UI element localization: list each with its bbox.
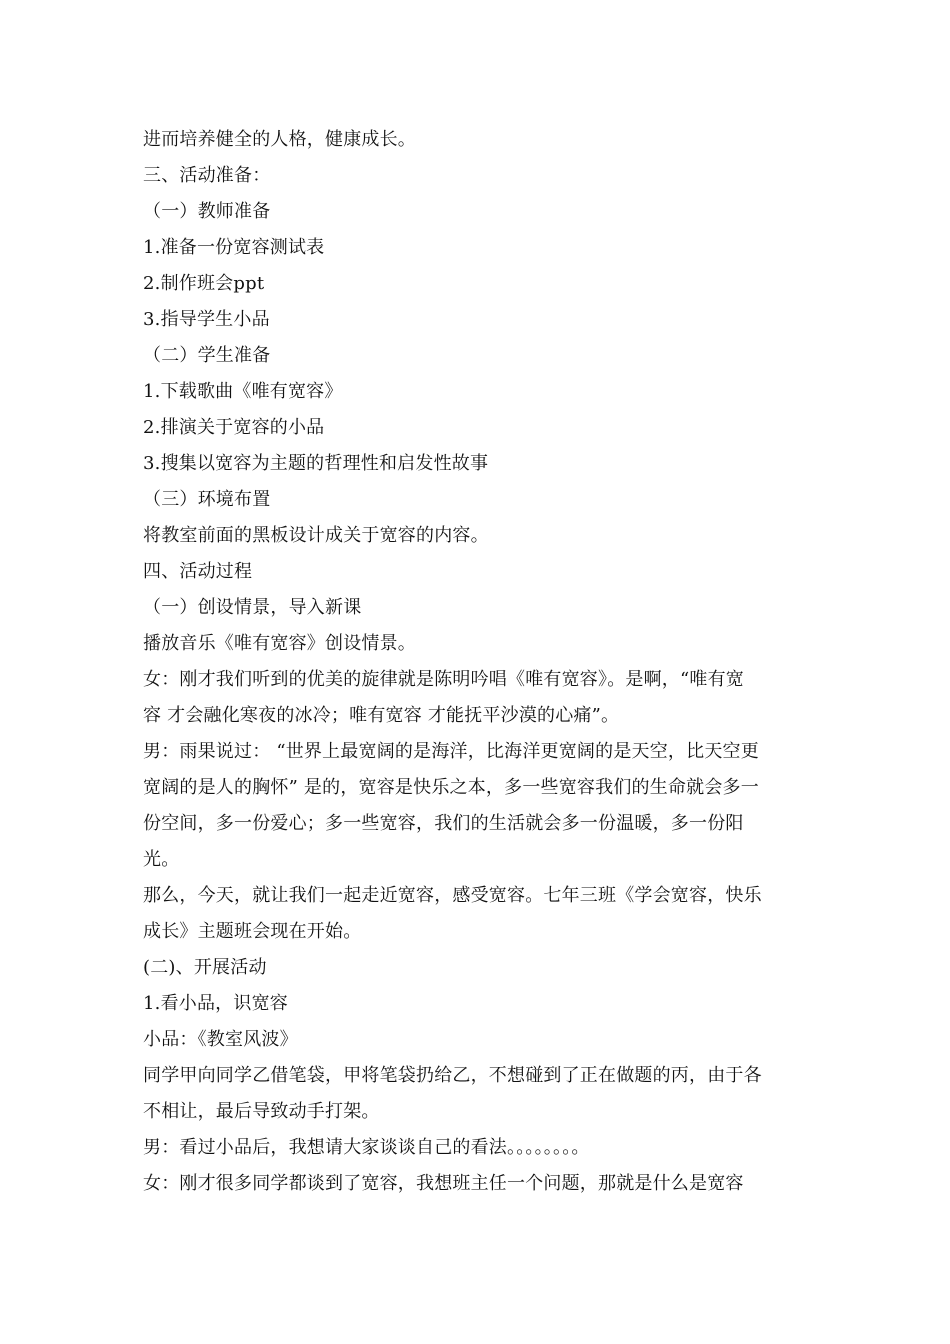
- subsection-heading: （一）创设情景，导入新课: [143, 597, 362, 618]
- subsection-heading: （二）学生准备: [143, 345, 271, 366]
- text-line: 成长》主题班会现在开始。: [143, 921, 362, 942]
- text-line: 小品：《教室风波》: [143, 1029, 298, 1050]
- text-line: 男：雨果说过： “世界上最宽阔的是海洋，比海洋更宽阔的是天空，比天空更: [143, 741, 759, 762]
- text-line: 女：刚才我们听到的优美的旋律就是陈明吟唱《唯有宽容》。是啊，“唯有宽: [143, 669, 744, 690]
- text-line: 同学甲向同学乙借笔袋，甲将笔袋扔给乙，不想碰到了正在做题的丙，由于各: [143, 1065, 762, 1086]
- list-item: 2.排演关于宽容的小品: [143, 417, 325, 438]
- text-line: 播放音乐《唯有宽容》创设情景。: [143, 633, 416, 654]
- list-item: 1.下载歌曲《唯有宽容》: [143, 381, 343, 402]
- section-heading: 四、活动过程: [143, 561, 253, 582]
- text-line: 容 才会融化寒夜的冰冷；唯有宽容 才能抚平沙漠的心痛”。: [143, 705, 620, 726]
- list-item: 1.看小品，识宽容: [143, 993, 288, 1014]
- list-item: 1.准备一份宽容测试表: [143, 237, 325, 258]
- subsection-heading: （三）环境布置: [143, 489, 271, 510]
- text-line: 女：刚才很多同学都谈到了宽容，我想班主任一个问题，那就是什么是宽容: [143, 1173, 744, 1194]
- text-line: 宽阔的是人的胸怀” 是的，宽容是快乐之本，多一些宽容我们的生命就会多一: [143, 777, 759, 798]
- list-item: 3.指导学生小品: [143, 309, 270, 330]
- text-line: 不相让，最后导致动手打架。: [143, 1101, 380, 1122]
- document-page: [143, 122, 813, 1202]
- text-line: 男：看过小品后，我想请大家谈谈自己的看法。。。。。。。。: [143, 1137, 590, 1158]
- text-line: 将教室前面的黑板设计成关于宽容的内容。: [143, 525, 489, 546]
- subsection-heading: （一）教师准备: [143, 201, 271, 222]
- text-line: 光。: [143, 849, 180, 870]
- list-item: 3.搜集以宽容为主题的哲理性和启发性故事: [143, 453, 489, 474]
- subsection-heading: (二)、开展活动: [143, 957, 267, 978]
- list-item: 2.制作班会ppt: [143, 273, 265, 294]
- text-line: 进而培养健全的人格，健康成长。: [143, 129, 416, 150]
- text-line: 份空间，多一份爱心；多一些宽容，我们的生活就会多一份温暖，多一份阳: [143, 813, 744, 834]
- section-heading: 三、活动准备：: [143, 165, 271, 186]
- text-line: 那么，今天，就让我们一起走近宽容，感受宽容。七年三班《学会宽容，快乐: [143, 885, 762, 906]
